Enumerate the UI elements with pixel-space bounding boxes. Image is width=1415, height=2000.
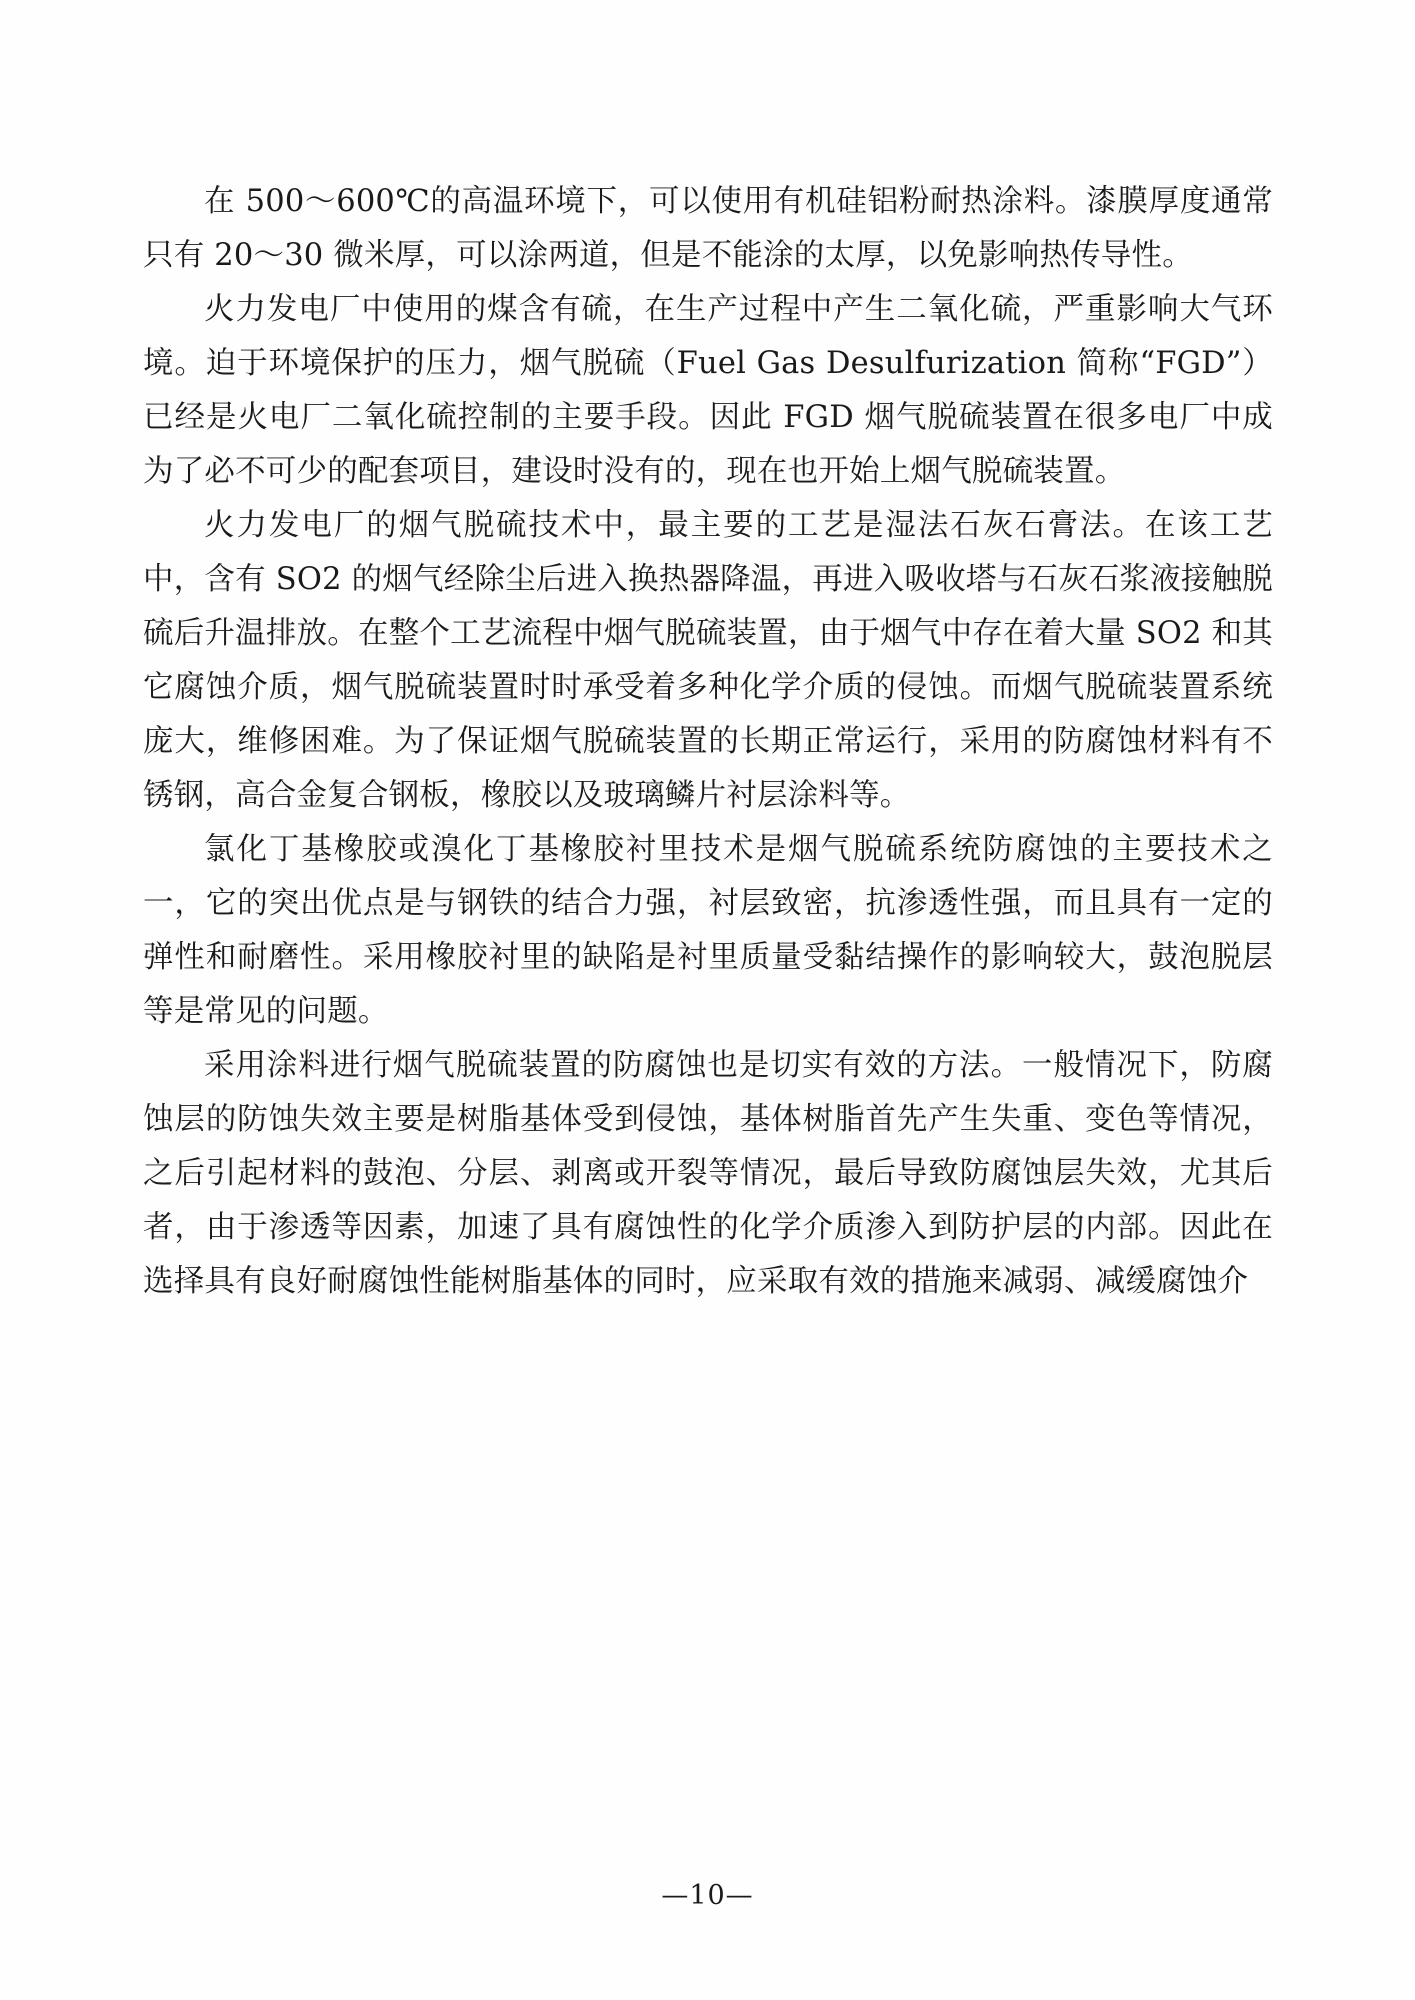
paragraph-4: 氯化丁基橡胶或溴化丁基橡胶衬里技术是烟气脱硫系统防腐蚀的主要技术之一，它的突出优点是与钢铁的结合力强，衬层致密，抗渗透性强，而且具有一定的弹性和耐磨性。采用橡胶衬里的缺陷是衬里质量受黏结操作的影响较大，鼓泡脱层等是常见的问题。: [143, 832, 1273, 1029]
page-body: [143, 175, 1273, 1309]
paragraph-1: 在 500～600℃的高温环境下，可以使用有机硅铝粉耐热涂料。漆膜厚度通常只有 20～30 微米厚，可以涂两道，但是不能涂的太厚，以免影响热传导性。: [143, 184, 1273, 273]
paragraph-5: 采用涂料进行烟气脱硫装置的防腐蚀也是切实有效的方法。一般情况下，防腐蚀层的防蚀失效主要是树脂基体受到侵蚀，基体树脂首先产生失重、变色等情况，之后引起材料的鼓泡、分层、剥离或开裂等情况，最后导致防腐蚀层失效，尤其后者，由于渗透等因素，加速了具有腐蚀性的化学介质渗入到防护层的内部。因此在选择具有良好耐腐蚀性能树脂基体的同时，应采取有效的措施来减弱、减缓腐蚀介: [143, 1048, 1273, 1299]
paragraph-2: 火力发电厂中使用的煤含有硫，在生产过程中产生二氧化硫，严重影响大气环境。迫于环境保护的压力，烟气脱硫（Fuel Gas Desulfurization 简称“FGD”）已经是火电厂二氧化硫控制的主要手段。因此 FGD 烟气脱硫装置在很多电厂中成为了必不可少的配套项目，建设时没有的，现在也开始上烟气脱硫装置。: [143, 292, 1273, 489]
paragraph-3: 火力发电厂的烟气脱硫技术中，最主要的工艺是湿法石灰石膏法。在该工艺中，含有 SO2 的烟气经除尘后进入换热器降温，再进入吸收塔与石灰石浆液接触脱硫后升温排放。在整个工艺流程中烟气脱硫装置，由于烟气中存在着大量 SO2 和其它腐蚀介质，烟气脱硫装置时时承受着多种化学介质的侵蚀。而烟气脱硫装置系统庞大，维修困难。为了保证烟气脱硫装置的长期正常运行，采用的防腐蚀材料有不锈钢，高合金复合钢板，橡胶以及玻璃鳞片衬层涂料等。: [143, 508, 1273, 813]
page-number: —10—: [661, 1880, 754, 1911]
